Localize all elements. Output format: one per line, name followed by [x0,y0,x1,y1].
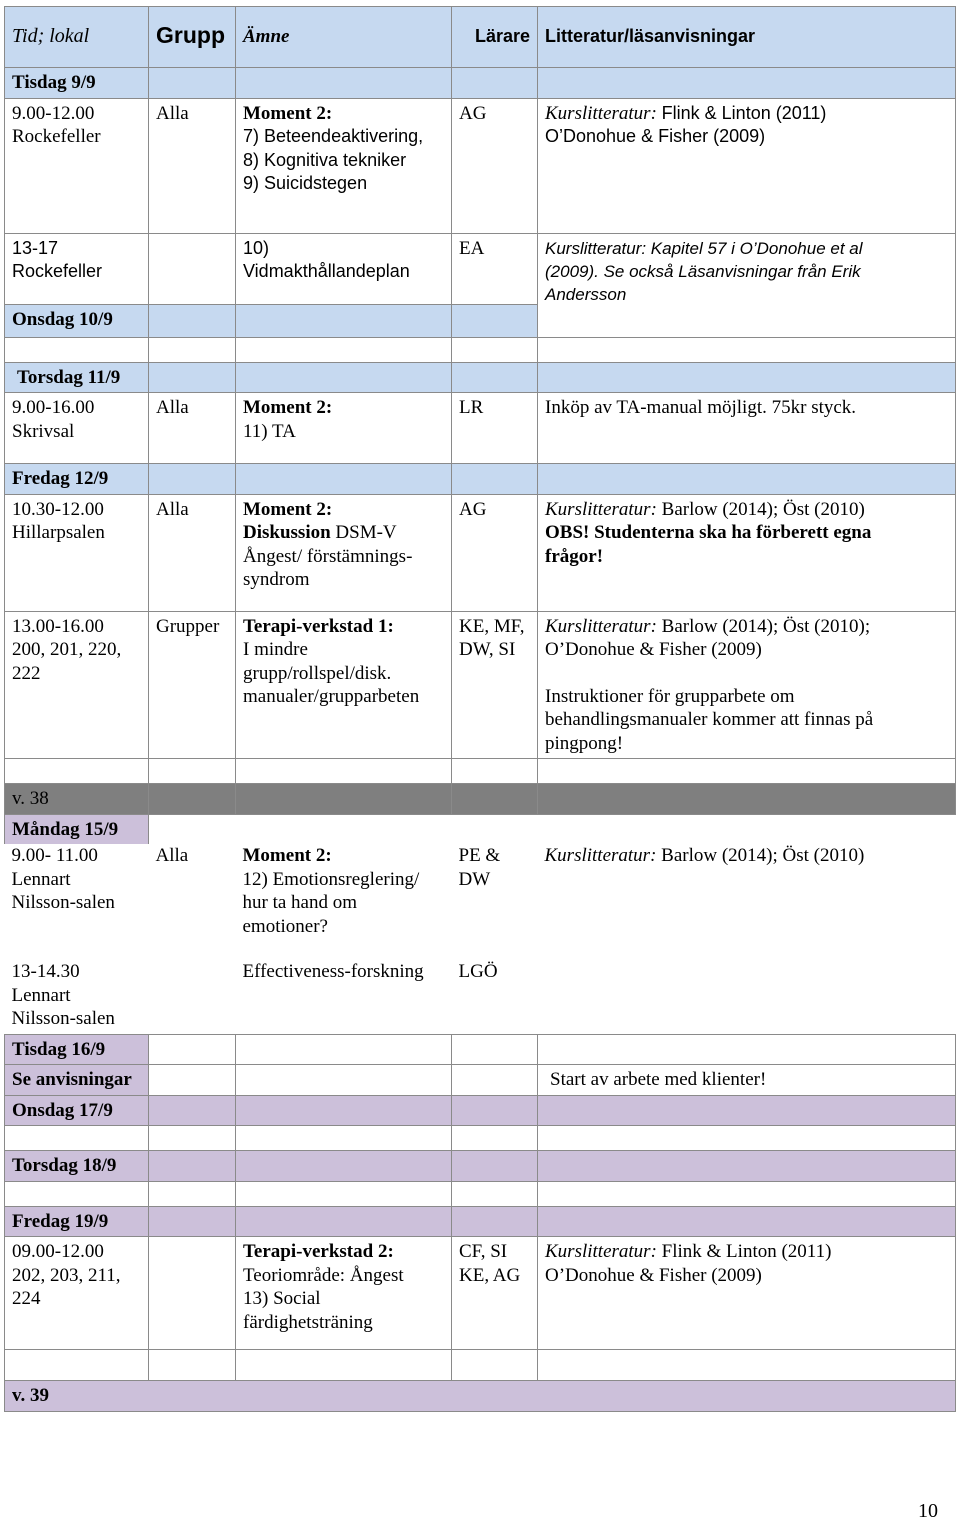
schedule-table [4,6,956,1412]
day-label: Torsdag 18/9 [5,1151,149,1182]
session-title: Moment 2: [243,397,333,418]
session-topic: 7) Beteendeaktivering, [243,126,424,146]
session-teacher: DW [458,868,491,890]
day-row-torsdag-18 [5,1151,956,1182]
row-tisdag-16-note [5,1065,956,1096]
session-topic: manualer/grupparbeten [243,686,420,707]
page-number: 10 [918,1500,938,1522]
literature-label: Kurslitteratur: [545,1241,657,1262]
session-topic: DSM-V [330,522,397,543]
session-topic: 10) [243,237,270,258]
session-room: Rockefeller [12,126,101,147]
day-row-onsdag-17 [5,1095,956,1126]
session-topic: färdighetsträning [243,1311,373,1333]
header-amne: Ämne [236,7,452,68]
day-label: Onsdag 10/9 [5,304,149,337]
session-title: Moment 2: [243,498,333,520]
day-label: Måndag 15/9 [5,814,149,844]
header-larare: Lärare [452,7,538,68]
session-topic: 8) Kognitiva tekniker [243,149,407,170]
session-topic: Vidmakthållandeplan [243,261,410,281]
day-note: Se anvisningar [5,1065,149,1096]
day-label: Fredag 19/9 [5,1206,149,1237]
session-row [5,494,956,611]
spacer-row [5,1181,956,1206]
session-topic: I mindre [243,639,308,660]
session-time: 9.00-12.00 [12,102,95,124]
literature-note: Andersson [545,284,627,304]
day-row-tisdag-16 [5,1034,956,1065]
session-time: 10.30-12.00 [12,498,104,520]
day-label: Tisdag 9/9 [5,68,149,99]
literature-label: Kurslitteratur: [545,102,657,124]
literature-ref: Flink & Linton (2011) [661,1241,832,1262]
session-room: 224 [12,1288,41,1309]
session-row [5,98,956,233]
week-row-38 [5,784,956,815]
literature-label: Kurslitteratur: [545,615,657,637]
session-room: Rockefeller [12,261,103,281]
session-teacher: CF, SI [459,1241,508,1262]
session-row [5,957,956,1034]
session-row [5,233,956,304]
session-title: Terapi-verkstad 1: [243,615,394,637]
session-room: 222 [12,662,41,684]
day-row-fredag-12 [5,464,956,495]
literature-ref: O’Donohue & Fisher (2009) [545,1264,762,1286]
day-row-fredag-19 [5,1206,956,1237]
session-row [5,1237,956,1350]
literature-ref: Barlow (2014); Öst (2010); [661,615,871,637]
session-time: 13.00-16.00 [12,615,104,637]
session-topic-bold: Diskussion [243,522,331,543]
literature-note: Instruktioner för grupparbete om [545,685,795,707]
literature-note: (2009). Se också Läsanvisningar från Erik [545,261,861,281]
session-topic: 13) Social [243,1288,321,1309]
day-row-mandag-15 [5,814,956,844]
session-topic: grupp/rollspel/disk. [243,662,392,684]
session-time: 9.00-16.00 [12,397,95,418]
session-group: Alla [156,397,189,418]
session-room: 202, 203, 211, [12,1264,121,1286]
session-time: 9.00- 11.00 [11,845,98,866]
session-teacher: LGÖ [458,961,498,982]
literature-ref: O’Donohue & Fisher (2009) [545,126,766,146]
session-topic: syndrom [243,569,310,590]
session-row [5,844,956,957]
week-label: v. 39 [5,1381,956,1412]
day-label: Onsdag 17/9 [5,1095,149,1126]
session-topic: Effectiveness-forskning [242,961,424,982]
header-tid: Tid; lokal [5,7,149,68]
literature-note: Inköp av TA-manual möjligt. 75kr styck. [545,397,857,418]
session-teacher: DW, SI [459,639,516,660]
session-teacher: KE, MF, [459,615,525,637]
session-group: Alla [156,498,189,520]
session-teacher: KE, AG [459,1264,521,1286]
session-teacher: AG [459,498,487,520]
header-litteratur: Litteratur/läsanvisningar [538,7,956,68]
session-room: 200, 201, 220, [12,639,122,660]
session-group: Alla [156,102,189,124]
week-label: v. 38 [5,784,149,815]
spacer-row [5,1126,956,1151]
session-topic: Teoriområde: Ångest [243,1264,404,1286]
literature-label: Kurslitteratur: [544,845,657,866]
literature-label: Kurslitteratur: [545,498,657,520]
session-row [5,393,956,464]
session-teacher: AG [459,102,487,124]
session-topic: hur ta hand om [242,892,358,913]
literature-ref: Barlow (2014); Öst (2010) [661,845,865,866]
session-row [5,611,956,759]
session-topic: 11) TA [243,420,296,442]
day-label: Tisdag 16/9 [5,1034,149,1065]
literature-warning: OBS! Studenterna ska ha förberett egna [545,522,872,543]
session-time: 13-17 [12,237,59,258]
day-label: Fredag 12/9 [5,464,149,495]
session-topic: emotioner? [242,915,328,937]
day-row-tisdag-9 [5,68,956,99]
day-row-torsdag-11 [5,362,956,393]
session-time: 13-14.30 [11,961,80,982]
session-topic: 9) Suicidstegen [243,173,368,193]
literature-note: Kurslitteratur: Kapitel 57 i O’Donohue et al [545,238,863,258]
spacer-row [5,759,956,784]
session-room: Nilsson-salen [11,892,115,913]
session-room: Skrivsal [12,420,75,442]
session-teacher: LR [459,397,484,418]
session-topic: 12) Emotionsreglering/ [242,868,420,890]
session-time: 09.00-12.00 [12,1241,104,1262]
session-teacher: EA [459,237,485,259]
week-row-39 [5,1381,956,1412]
header-row [5,7,956,68]
session-group: Grupper [156,615,220,637]
literature-warning: frågor! [545,545,604,567]
session-room: Nilsson-salen [11,1008,115,1029]
literature-note: pingpong! [545,732,624,754]
literature-ref: Barlow (2014); Öst (2010) [661,498,865,520]
spacer-row [5,1350,956,1381]
literature-note: behandlingsmanualer kommer att finnas på [545,709,874,730]
session-teacher: PE & [458,845,501,866]
session-room: Lennart [11,868,71,890]
session-room: Lennart [11,984,71,1006]
literature-ref: O’Donohue & Fisher (2009) [545,639,762,660]
spacer-row [5,337,956,362]
session-title: Terapi-verkstad 2: [243,1241,394,1262]
literature-note: Start av arbete med klienter! [538,1065,956,1096]
session-topic: Ångest/ förstämnings- [243,545,413,567]
session-group: Alla [155,845,189,866]
day-label: Torsdag 11/9 [5,362,149,393]
session-room: Hillarpsalen [12,522,105,543]
session-title: Moment 2: [243,102,333,124]
session-title: Moment 2: [242,845,332,866]
literature-ref: Flink & Linton (2011) [661,102,827,123]
header-grupp: Grupp [149,7,236,68]
